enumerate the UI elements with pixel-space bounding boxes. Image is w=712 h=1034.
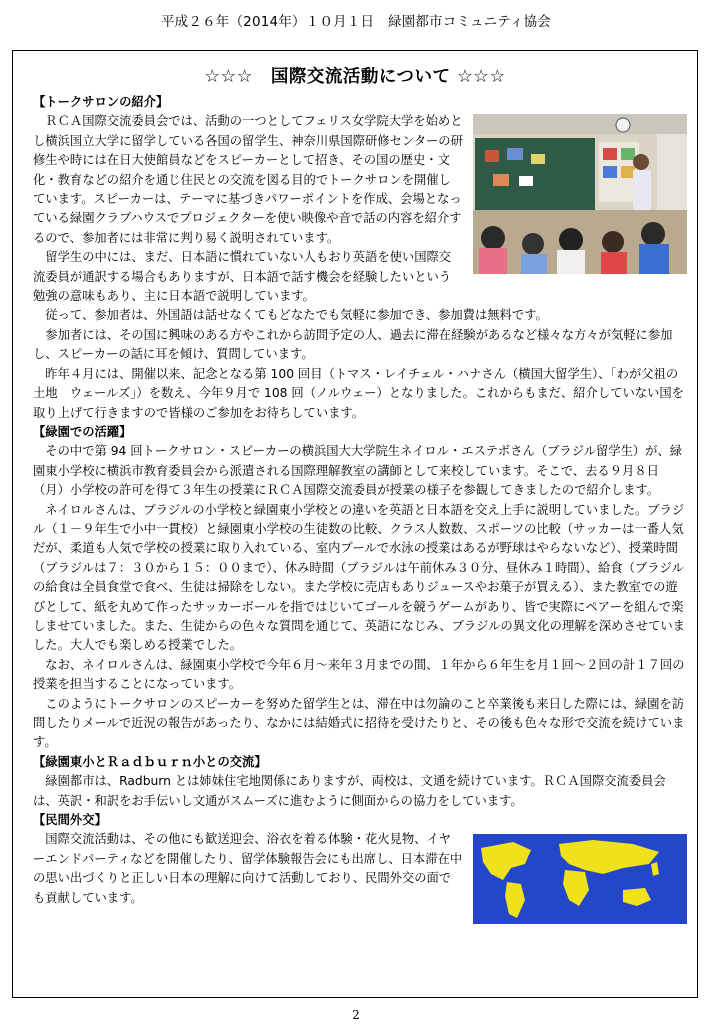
ryokuen-paragraph-1: その中で第 94 回トークサロン・スピーカーの横浜国大大学院生ネイロル・エステボさん（ブラジル留学生）が、緑園東小学校に横浜市教育委員会から派遣される国際理解教室の講師として来校しています。そこで、去る９月８日（月）小学校の許可を得て３年生の授業にＲＣＡ国際交流委員が授業の様子を参観してきましたので紹介します。 — [33, 444, 683, 498]
talk-salon-paragraph-3: 従って、参加者は、外国語は話せなくてもどなたでも気軽に参加でき、参加費は無料です。 — [45, 308, 548, 323]
article-frame — [12, 50, 698, 998]
world-map-image — [473, 834, 687, 924]
section-heading-ryokuen: 【緑園での活躍】 — [33, 424, 132, 439]
radburn-paragraph-1: 緑園都市は、Radburn とは姉妹住宅地関係にありますが、両校は、文通を続けています。ＲＣＡ国際交流委員会は、英訳・和訳をお手伝いし文通がスムーズに進むように側面からの協力をしています。 — [33, 774, 666, 808]
classroom-photo — [473, 114, 687, 274]
talk-salon-paragraph-1: ＲＣＡ国際交流委員会では、活動の一つとしてフェリス女学院大学を始めとし横浜国立大学に留学している各国の留学生、神奈川県国際研修センターの研修生や時には在日大使館員などをスピーカーとして招き、その国の歴史・文化・教育などの紹介を通じ住民との交流を図る目的でトークサロンを開催しています。スピーカーは、テーマに基づきパワーポイントを作成、会場となっている緑園クラブハウスでプロジェクターを使い映像や音で話の内容を紹介するので、参加者には非常に判り易く説明されています。 — [33, 114, 463, 245]
section-heading-diplomacy: 【民間外交】 — [33, 813, 107, 828]
page-number: 2 — [352, 1008, 360, 1022]
talk-salon-paragraph-5: 昨年４月には、開催以来、記念となる第 100 回目（トマス・レイチェル・ハナさん（横国大留学生）、「わが父祖の土地 ウェールズ」）を数え、今年９月で 108 回（ノルウェー）となりました。これからもまだ、紹介していない国を取り上げて行きますので皆様のご参加をお待ちしています。 — [33, 366, 684, 420]
ryokuen-paragraph-4: このようにトークサロンのスピーカーを努めた留学生とは、滞在中は勿論のこと卒業後も来日した際には、緑園を訪問したりメールで近況の報告があったり、なかには結婚式に招待を受けたりと、その後も色々な形で交流を続けています。 — [33, 696, 685, 750]
ryokuen-paragraph-2: ネイロルさんは、ブラジルの小学校と緑園東小学校との違いを英語と日本語を交え上手に説明していました。ブラジル（１－９年生で小中一貫校）と緑園東小学校の生徒数の比較、クラス人数数、スポーツの比較（サッカーは一番人気だが、柔道も人気で学校の授業に取り入れている、室内プールで水泳の授業はあるが野球はやらないなど）、授業時間（ブラジルは７：３０から１５：００まで）、休み時間（ブラジルは午前休み３０分、昼休み１時間）、給食（ブラジルの給食は全員食堂で食べ、生徒は掃除をしない。また学校に売店もありジュースやお菓子が買える）、また教室での遊びとして、紙を丸めて作ったサッカーボールを指ではじいてゴールを競うゲームがあり、皆で実際にペアーを組んで楽しませていました。また、生徒からの色々な質問を通じて、英語になじみ、ブラジルの異文化の理解を深めさせていました。大人でも楽しめる授業でした。 — [33, 502, 685, 653]
talk-salon-paragraph-2: 留学生の中には、まだ、日本語に慣れていない人もおり英語を使い国際交流委員が通訳する場合もありますが、日本語で話す機会を経験したいという勉強の意味もあり、主に日本語で説明しています。 — [33, 250, 452, 304]
page-header: 平成２６年（2014年）１０月１日 緑園都市コミュニティ協会 — [160, 14, 551, 30]
talk-salon-paragraph-4: 参加者には、その国に興味のある方やこれから訪問予定の人、過去に滞在経験があるなど様々な方々が気軽に参加し、スピーカーの話に耳を傾け、質問しています。 — [33, 327, 673, 362]
section-heading-radburn: 【緑園東小とＲａｄｂｕｒｎ小との交流】 — [33, 754, 267, 769]
article-body — [33, 93, 687, 924]
diplomacy-paragraph-1: 国際交流活動は、その他にも歓送迎会、浴衣を着る体験・花火見物、イヤーエンドパーティなどを開催したり、留学体験報告会にも出席し、日本滞在中の思い出づくりと正しい日本の理解に向けて活動しており、民間外交の面でも貢献しています。 — [33, 832, 463, 905]
section-heading-talk-salon: 【トークサロンの紹介】 — [33, 95, 169, 109]
ryokuen-paragraph-3: なお、ネイロルさんは、緑園東小学校で今年６月～来年３月までの間、１年から６年生を月１回～２回の計１７回の授業を担当することになっています。 — [33, 657, 685, 692]
article-title: ☆☆☆ 国際交流活動について ☆☆☆ — [204, 67, 506, 87]
